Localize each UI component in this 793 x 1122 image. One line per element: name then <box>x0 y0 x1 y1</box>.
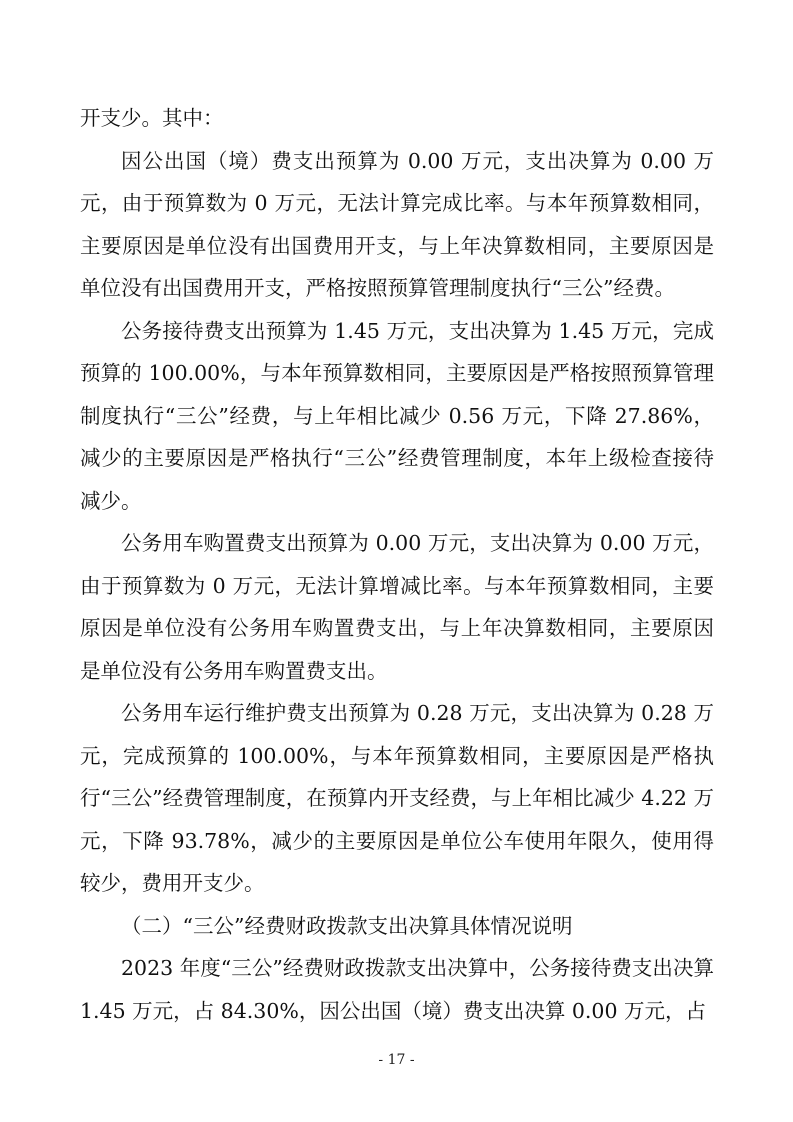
paragraph-vehicle-purchase: 公务用车购置费支出预算为 0.00 万元，支出决算为 0.00 万元，由于预算数为 0 万元，无法计算增减比率。与本年预算数相同，主要原因是单位没有公务用车购置费支出，与上年决算数相同，主要原因是单位没有公务用车购置费支出。 <box>80 531 714 683</box>
paragraph-2023-summary: 2023 年度“三公”经费财政拨款支出决算中，公务接待费支出决算 1.45 万元，占 84.30%，因公出国（境）费支出决算 0.00 万元，占 <box>80 956 714 1023</box>
body-text <box>80 97 714 1032</box>
section-heading: （二）“三公”经费财政拨款支出决算具体情况说明 <box>121 913 573 938</box>
paragraph-overseas-travel: 因公出国（境）费支出预算为 0.00 万元，支出决算为 0.00 万元，由于预算数为 0 万元，无法计算完成比率。与本年预算数相同，主要原因是单位没有出国费用开支，与上年决算数相同，主要原因是单位没有出国费用开支，严格按照预算管理制度执行“三公”经费。 <box>80 148 714 300</box>
page-number: - 17 - <box>378 1052 415 1068</box>
paragraph-continuation: 开支少。其中： <box>80 106 224 130</box>
paragraph-vehicle-maintenance: 公务用车运行维护费支出预算为 0.28 万元，支出决算为 0.28 万元，完成预算的 100.00%，与本年预算数相同，主要原因是严格执行“三公”经费管理制度，在预算内开支经费，与上年相比减少 4.22 万元，下降 93.78%，减少的主要原因是单位公车使用年限久，使用得较少，费用开支少。 <box>80 701 714 895</box>
paragraph-official-reception: 公务接待费支出预算为 1.45 万元，支出决算为 1.45 万元，完成预算的 100.00%，与本年预算数相同，主要原因是严格按照预算管理制度执行“三公”经费，与上年相比减少 0.56 万元，下降 27.86%，减少的主要原因是严格执行“三公”经费管理制度，本年上级检查接待减少。 <box>80 318 714 513</box>
